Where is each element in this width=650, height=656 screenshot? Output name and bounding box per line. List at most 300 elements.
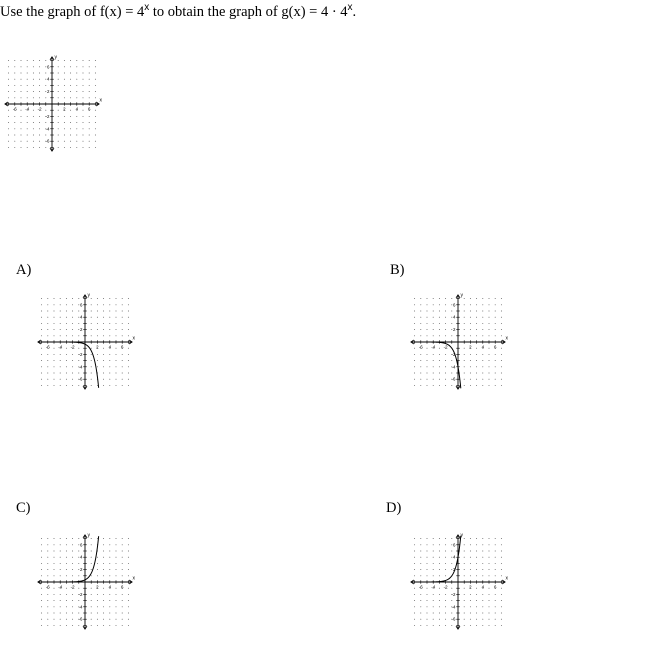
grid-dot [445, 323, 446, 324]
grid-dot [47, 373, 48, 374]
grid-dot [39, 128, 40, 129]
grid-dot [128, 594, 129, 595]
grid-dot [433, 304, 434, 305]
grid-dot [54, 348, 55, 349]
grid-dot [414, 619, 415, 620]
grid-dot [470, 373, 471, 374]
grid-dot [8, 73, 9, 74]
grid-dot [489, 619, 490, 620]
grid-dot [433, 544, 434, 545]
grid-dot [439, 348, 440, 349]
grid-dot [27, 73, 28, 74]
grid-dot [464, 329, 465, 330]
grid-dot [33, 85, 34, 86]
grid-dot [78, 613, 79, 614]
grid-dot [66, 575, 67, 576]
x-tick-label: 4 [108, 344, 112, 350]
grid-dot [91, 569, 92, 570]
option-a-label[interactable]: A) [16, 262, 32, 278]
grid-dot [39, 79, 40, 80]
grid-dot [33, 141, 34, 142]
grid-dot [501, 379, 502, 380]
grid-dot [470, 360, 471, 361]
grid-dot [39, 147, 40, 148]
grid-dot [433, 379, 434, 380]
grid-dot [45, 73, 46, 74]
grid-dot [439, 588, 440, 589]
grid-dot [60, 317, 61, 318]
grid-dot [66, 304, 67, 305]
grid-dot [60, 323, 61, 324]
grid-dot [116, 304, 117, 305]
grid-dot [109, 360, 110, 361]
grid-dot [427, 385, 428, 386]
grid-dot [427, 619, 428, 620]
grid-dot [60, 594, 61, 595]
grid-dot [33, 147, 34, 148]
grid-dot [103, 311, 104, 312]
grid-dot [91, 317, 92, 318]
grid-dot [66, 538, 67, 539]
grid-dot [27, 97, 28, 98]
y-tick-label: 4 [80, 314, 83, 320]
grid-dot [109, 569, 110, 570]
grid-dot [122, 606, 123, 607]
grid-dot [64, 85, 65, 86]
grid-dot [495, 544, 496, 545]
grid-dot [41, 311, 42, 312]
grid-dot [439, 613, 440, 614]
grid-dot [103, 563, 104, 564]
grid-dot [414, 551, 415, 552]
grid-dot [103, 317, 104, 318]
grid-dot [97, 311, 98, 312]
grid-dot [476, 298, 477, 299]
grid-dot [470, 557, 471, 558]
option-c-graph[interactable] [31, 520, 143, 636]
grid-dot [47, 385, 48, 386]
question-intro: Use the graph of f(x) = 4 [0, 3, 145, 20]
y-tick-label: 4 [80, 554, 83, 560]
grid-dot [433, 613, 434, 614]
grid-dot [21, 141, 22, 142]
grid-dot [495, 360, 496, 361]
grid-dot [122, 600, 123, 601]
grid-dot [91, 551, 92, 552]
grid-dot [414, 563, 415, 564]
grid-dot [116, 311, 117, 312]
grid-dot [445, 551, 446, 552]
grid-dot [64, 147, 65, 148]
y-tick-label: -2 [45, 113, 50, 119]
grid-dot [41, 335, 42, 336]
grid-dot [470, 606, 471, 607]
grid-dot [97, 575, 98, 576]
grid-dot [433, 366, 434, 367]
grid-dot [109, 366, 110, 367]
x-tick-label: 4 [481, 584, 485, 590]
grid-dot [103, 575, 104, 576]
grid-dot [433, 594, 434, 595]
grid-dot [420, 304, 421, 305]
grid-dot [89, 85, 90, 86]
y-tick-label: 6 [80, 542, 83, 548]
x-tick-label: -6 [418, 344, 423, 350]
grid-dot [54, 366, 55, 367]
y-axis-label: y [87, 292, 90, 299]
grid-dot [122, 538, 123, 539]
grid-dot [78, 551, 79, 552]
grid-dot [464, 606, 465, 607]
grid-dot [27, 147, 28, 148]
grid-dot [27, 135, 28, 136]
grid-dot [122, 594, 123, 595]
grid-dot [47, 317, 48, 318]
grid-dot [103, 385, 104, 386]
grid-dot [464, 575, 465, 576]
grid-dot [54, 385, 55, 386]
grid-dot [495, 311, 496, 312]
grid-dot [70, 110, 71, 111]
grid-dot [122, 317, 123, 318]
grid-dot [495, 613, 496, 614]
x-tick-label: 4 [108, 584, 112, 590]
grid-dot [451, 373, 452, 374]
grid-dot [414, 298, 415, 299]
grid-dot [72, 544, 73, 545]
coordinate-plane [31, 520, 143, 636]
grid-dot [83, 147, 84, 148]
grid-dot [21, 60, 22, 61]
grid-dot [91, 619, 92, 620]
grid-dot [420, 329, 421, 330]
grid-dot [482, 563, 483, 564]
grid-dot [451, 600, 452, 601]
grid-dot [103, 557, 104, 558]
grid-dot [489, 323, 490, 324]
grid-dot [445, 304, 446, 305]
grid-dot [128, 575, 129, 576]
grid-dot [66, 544, 67, 545]
grid-dot [91, 575, 92, 576]
x-tick-label: 4 [481, 344, 485, 350]
grid-dot [8, 122, 9, 123]
grid-dot [122, 569, 123, 570]
grid-dot [128, 538, 129, 539]
grid-dot [414, 366, 415, 367]
grid-dot [427, 366, 428, 367]
grid-dot [501, 298, 502, 299]
grid-dot [47, 594, 48, 595]
grid-dot [70, 128, 71, 129]
grid-dot [445, 563, 446, 564]
grid-dot [482, 594, 483, 595]
grid-dot [21, 91, 22, 92]
grid-dot [41, 588, 42, 589]
grid-dot [72, 354, 73, 355]
grid-dot [39, 135, 40, 136]
grid-dot [116, 298, 117, 299]
grid-dot [476, 563, 477, 564]
grid-dot [495, 594, 496, 595]
grid-dot [420, 551, 421, 552]
grid-dot [91, 323, 92, 324]
option-b-graph[interactable] [404, 280, 516, 396]
grid-dot [76, 141, 77, 142]
grid-dot [109, 613, 110, 614]
grid-dot [464, 354, 465, 355]
grid-dot [103, 329, 104, 330]
grid-dot [482, 385, 483, 386]
grid-dot [8, 60, 9, 61]
grid-dot [76, 135, 77, 136]
grid-dot [501, 569, 502, 570]
grid-dot [72, 557, 73, 558]
grid-dot [495, 385, 496, 386]
grid-dot [470, 335, 471, 336]
grid-dot [47, 544, 48, 545]
grid-dot [41, 613, 42, 614]
grid-dot [60, 354, 61, 355]
grid-dot [501, 613, 502, 614]
grid-dot [27, 128, 28, 129]
grid-dot [414, 348, 415, 349]
grid-dot [54, 575, 55, 576]
grid-dot [427, 323, 428, 324]
grid-dot [58, 73, 59, 74]
grid-dot [482, 311, 483, 312]
grid-dot [470, 379, 471, 380]
grid-dot [476, 385, 477, 386]
grid-dot [97, 304, 98, 305]
grid-dot [54, 569, 55, 570]
y-tick-label: 6 [80, 302, 83, 308]
x-tick-label: 6 [87, 106, 91, 112]
grid-dot [14, 60, 15, 61]
grid-dot [41, 544, 42, 545]
grid-dot [89, 60, 90, 61]
grid-dot [464, 304, 465, 305]
grid-dot [60, 557, 61, 558]
grid-dot [33, 128, 34, 129]
grid-dot [70, 73, 71, 74]
grid-dot [464, 538, 465, 539]
grid-dot [501, 317, 502, 318]
grid-dot [91, 373, 92, 374]
grid-dot [41, 551, 42, 552]
x-tick-label: -2 [443, 584, 448, 590]
grid-dot [89, 73, 90, 74]
grid-dot [64, 97, 65, 98]
grid-dot [476, 360, 477, 361]
grid-dot [128, 557, 129, 558]
g-exponent: x [347, 2, 353, 13]
grid-dot [482, 625, 483, 626]
grid-dot [439, 317, 440, 318]
grid-dot [78, 360, 79, 361]
grid-dot [414, 600, 415, 601]
grid-dot [41, 385, 42, 386]
grid-dot [445, 594, 446, 595]
grid-dot [21, 73, 22, 74]
grid-dot [501, 304, 502, 305]
option-b-label[interactable]: B) [390, 262, 405, 278]
grid-dot [427, 594, 428, 595]
grid-dot [476, 625, 477, 626]
x-tick-label: -6 [45, 344, 50, 350]
grid-dot [116, 385, 117, 386]
grid-dot [33, 97, 34, 98]
grid-dot [495, 600, 496, 601]
x-tick-label: 6 [120, 344, 124, 350]
grid-dot [122, 625, 123, 626]
grid-dot [489, 335, 490, 336]
grid-dot [89, 116, 90, 117]
grid-dot [70, 85, 71, 86]
x-tick-label: -4 [58, 344, 63, 350]
grid-dot [414, 625, 415, 626]
grid-dot [76, 128, 77, 129]
grid-dot [97, 563, 98, 564]
grid-dot [39, 60, 40, 61]
grid-dot [41, 557, 42, 558]
grid-dot [95, 135, 96, 136]
grid-dot [451, 335, 452, 336]
grid-dot [414, 594, 415, 595]
grid-dot [41, 600, 42, 601]
option-d-graph[interactable] [404, 520, 516, 636]
grid-dot [122, 304, 123, 305]
question-middle: to obtain the graph of g(x) = 4 · 4 [149, 3, 348, 20]
grid-dot [47, 563, 48, 564]
grid-dot [60, 563, 61, 564]
grid-dot [54, 538, 55, 539]
grid-dot [116, 317, 117, 318]
grid-dot [482, 551, 483, 552]
x-tick-label: -4 [431, 584, 436, 590]
grid-dot [122, 379, 123, 380]
grid-dot [39, 97, 40, 98]
grid-dot [103, 538, 104, 539]
grid-dot [58, 147, 59, 148]
grid-dot [97, 298, 98, 299]
grid-dot [47, 298, 48, 299]
grid-dot [451, 385, 452, 386]
grid-dot [128, 298, 129, 299]
grid-dot [27, 79, 28, 80]
grid-dot [109, 317, 110, 318]
grid-dot [489, 373, 490, 374]
y-tick-label: 4 [453, 314, 456, 320]
grid-dot [103, 606, 104, 607]
grid-dot [122, 311, 123, 312]
grid-dot [41, 360, 42, 361]
grid-dot [97, 323, 98, 324]
grid-dot [58, 97, 59, 98]
grid-dot [451, 613, 452, 614]
grid-dot [103, 588, 104, 589]
grid-dot [470, 317, 471, 318]
y-tick-label: 2 [47, 89, 50, 95]
grid-dot [58, 85, 59, 86]
option-a-graph[interactable] [31, 280, 143, 396]
grid-dot [8, 135, 9, 136]
grid-dot [83, 73, 84, 74]
grid-dot [41, 304, 42, 305]
grid-dot [420, 625, 421, 626]
grid-dot [470, 329, 471, 330]
grid-dot [109, 311, 110, 312]
question-end: . [352, 3, 357, 20]
grid-dot [41, 569, 42, 570]
grid-dot [109, 373, 110, 374]
x-tick-label: 6 [493, 344, 497, 350]
grid-dot [54, 625, 55, 626]
grid-dot [489, 348, 490, 349]
grid-dot [27, 85, 28, 86]
grid-dot [464, 385, 465, 386]
grid-dot [21, 66, 22, 67]
grid-dot [414, 329, 415, 330]
grid-dot [103, 613, 104, 614]
grid-dot [445, 379, 446, 380]
grid-dot [47, 354, 48, 355]
option-d-label[interactable]: D) [386, 500, 402, 516]
grid-dot [91, 366, 92, 367]
grid-dot [33, 66, 34, 67]
grid-dot [427, 298, 428, 299]
grid-dot [433, 563, 434, 564]
grid-dot [58, 66, 59, 67]
grid-dot [501, 335, 502, 336]
grid-dot [439, 606, 440, 607]
grid-dot [128, 348, 129, 349]
y-tick-label: 2 [453, 327, 456, 333]
grid-dot [122, 619, 123, 620]
x-tick-label: -2 [37, 106, 42, 112]
grid-dot [414, 354, 415, 355]
grid-dot [54, 304, 55, 305]
x-tick-label: -2 [443, 344, 448, 350]
option-c-label[interactable]: C) [16, 500, 31, 516]
grid-dot [39, 116, 40, 117]
grid-dot [27, 141, 28, 142]
grid-dot [45, 135, 46, 136]
grid-dot [95, 97, 96, 98]
prompt-graph [0, 42, 110, 158]
grid-dot [476, 557, 477, 558]
grid-dot [495, 354, 496, 355]
grid-dot [21, 116, 22, 117]
grid-dot [54, 588, 55, 589]
grid-dot [501, 588, 502, 589]
grid-dot [116, 606, 117, 607]
grid-dot [489, 594, 490, 595]
grid-dot [427, 588, 428, 589]
grid-dot [39, 85, 40, 86]
grid-dot [116, 600, 117, 601]
grid-dot [103, 619, 104, 620]
y-tick-label: -2 [451, 351, 456, 357]
grid-dot [414, 544, 415, 545]
grid-dot [103, 366, 104, 367]
grid-dot [97, 557, 98, 558]
y-tick-label: 2 [80, 567, 83, 573]
grid-dot [128, 360, 129, 361]
grid-dot [501, 594, 502, 595]
grid-dot [464, 563, 465, 564]
grid-dot [464, 348, 465, 349]
